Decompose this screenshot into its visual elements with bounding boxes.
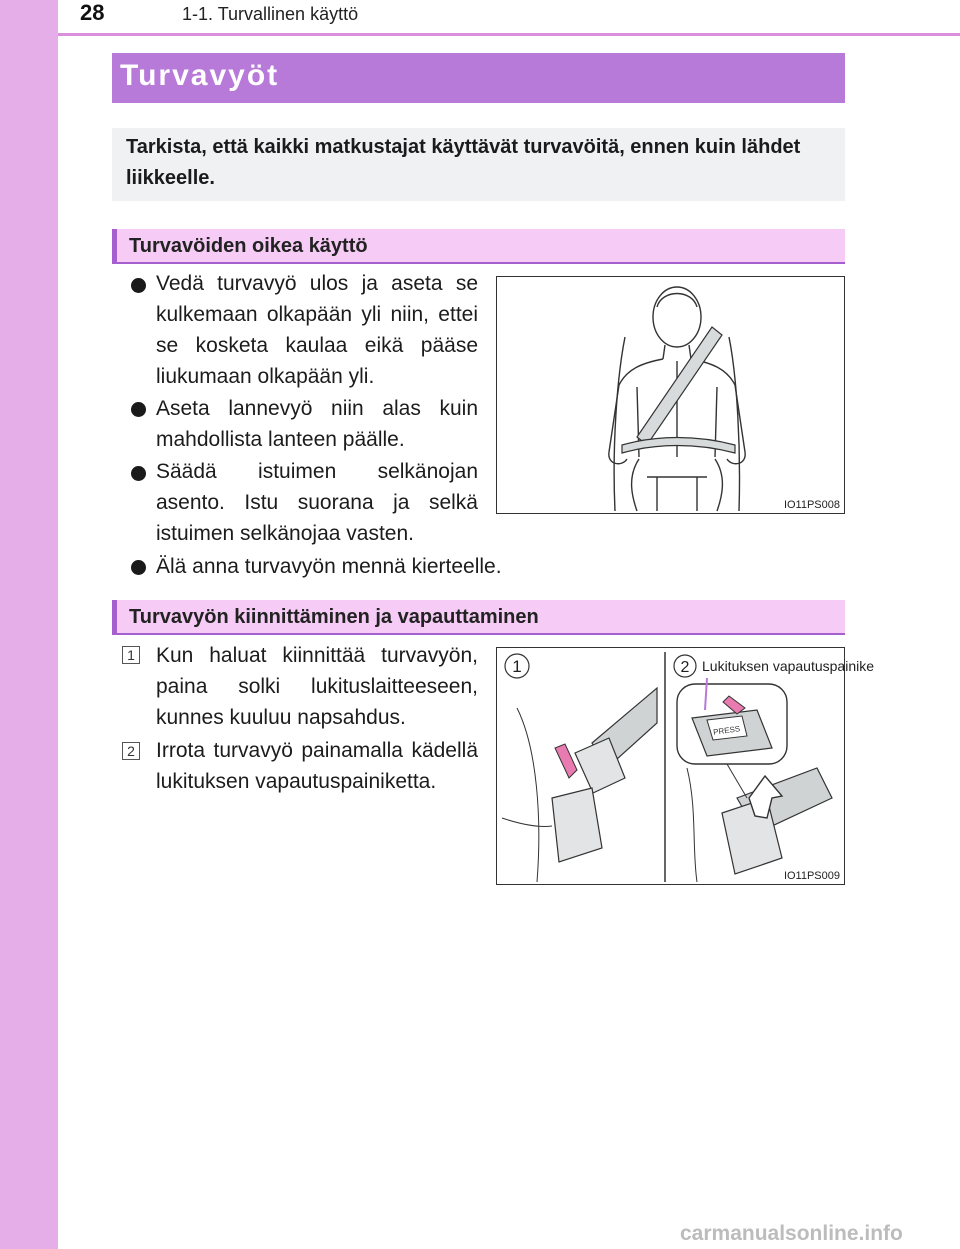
- seated-person-illustration: [496, 276, 845, 514]
- page-title: Turvavyöt: [120, 59, 280, 92]
- sidebar-strip: [0, 0, 58, 1249]
- release-button-label: Lukituksen vapautuspainike: [702, 658, 875, 674]
- watermark-text: carmanualsonline.info: [680, 1222, 903, 1245]
- intro-box: Tarkista, että kaikki matkustajat käyttävät turvavöitä, ennen kuin lähdet liikkeelle.: [112, 128, 845, 201]
- seatbelt-posture-drawing: [497, 277, 844, 513]
- figure-code: IO11PS009: [783, 870, 840, 882]
- bullet-text-2: Aseta lannevyö niin alas kuin mahdollista lanteen päälle.: [156, 397, 478, 451]
- step-2-text: Irrota turvavyö painamalla kädellä lukituksen vapautuspainiketta.: [156, 739, 478, 793]
- step-1-text: Kun haluat kiinnittää turvavyön, paina solki lukituslaitteeseen, kunnes kuuluu napsahdus.: [156, 644, 478, 729]
- figure-code: IO11PS008: [783, 499, 840, 511]
- bullet-icon: [131, 560, 146, 575]
- buckle-drawing: [497, 648, 875, 884]
- title-bar: [112, 53, 845, 103]
- panel-1-number: 1: [512, 657, 522, 676]
- bullet-text-4: Älä anna turvavyön mennä kierteelle.: [156, 555, 502, 578]
- step-2-number-icon: 2: [122, 742, 140, 760]
- bullet-icon: [131, 278, 146, 293]
- bullet-text-1: Vedä turvavyö ulos ja aseta se kulkemaan olkapään yli niin, ettei se kosketa kaulaa eikä pääse liukumaan olkapään yli.: [156, 272, 478, 388]
- bullet-text-3: Säädä istuimen selkänojan asento. Istu suorana ja selkä istuimen selkänojaa vasten.: [156, 460, 478, 545]
- step-1-number-icon: 1: [122, 646, 140, 664]
- subheading-fastening: Turvavyön kiinnittäminen ja vapauttaminen: [112, 600, 845, 635]
- bullet-icon: [131, 466, 146, 481]
- header-rule: [58, 33, 960, 36]
- section-header: 1-1. Turvallinen käyttö: [182, 4, 359, 24]
- subheading-correct-use: Turvavöiden oikea käyttö: [112, 229, 845, 264]
- panel-2-number: 2: [680, 659, 690, 676]
- bullet-icon: [131, 402, 146, 417]
- press-text: PRESS: [712, 724, 741, 737]
- buckle-illustration: [496, 647, 875, 885]
- page-number: 28: [80, 0, 105, 25]
